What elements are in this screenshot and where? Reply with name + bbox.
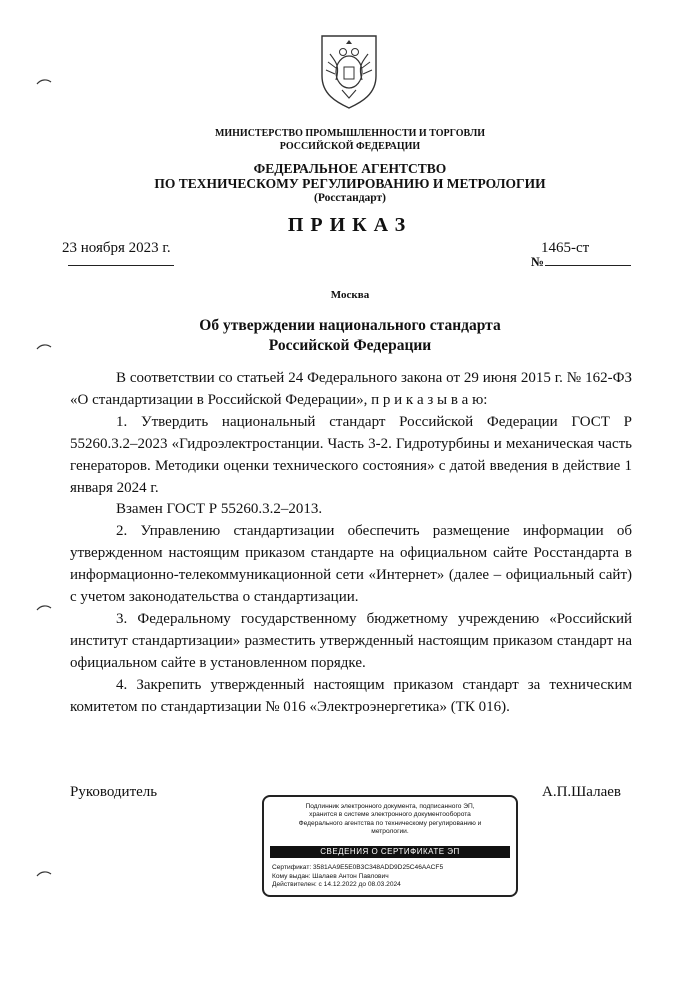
- signer-role: Руководитель: [70, 784, 158, 800]
- order-number: 1465-ст: [541, 240, 590, 256]
- subject-line-1: Об утверждении национального стандарта: [199, 317, 501, 334]
- body-paragraph: 1. Утвердить национальный стандарт Российской Федерации ГОСТ Р 55260.3.2–2023 «Гидроэлектростанции. Часть 3-2. Гидротурбины и механическая часть генераторов. Методики оценки технического состояния» с датой введения в действие 1 января 2024 г.: [70, 413, 632, 496]
- scan-margin-mark: [36, 78, 52, 86]
- body-paragraph: 3. Федеральному государственному бюджетному учреждению «Российский институт стандартизации» разместить утвержденный настоящим приказом стандарт на официальном сайте в установленном порядке.: [70, 610, 632, 671]
- body-paragraph: 4. Закрепить утвержденный настоящим приказом стандарт за техническим комитетом по стандартизации № 016 «Электроэнергетика» (ТК 016).: [70, 676, 632, 715]
- stamp-banner: СВЕДЕНИЯ О СЕРТИФИКАТЕ ЭП: [270, 846, 510, 858]
- agency-line-1: ФЕДЕРАЛЬНОЕ АГЕНТСТВО: [253, 161, 447, 176]
- scan-margin-mark: [36, 870, 52, 878]
- stamp-validity: Действителен: с 14.12.2022 до 08.03.2024: [272, 881, 401, 889]
- stamp-line-1: Подлинник электронного документа, подписанного ЭП,: [305, 803, 475, 810]
- stamp-line-2: хранится в системе электронного документооборота: [309, 811, 471, 819]
- ministry-name: [0, 127, 700, 153]
- order-city: Москва: [330, 289, 370, 301]
- order-date: 23 ноября 2023 г.: [62, 240, 171, 256]
- subject-line-2: Российской Федерации: [268, 337, 432, 354]
- body-paragraph: Взамен ГОСТ Р 55260.3.2–2013.: [116, 501, 323, 518]
- stamp-line-4: метрологии.: [371, 827, 409, 835]
- coat-of-arms-icon: [318, 32, 380, 110]
- agency-line-3: (Росстандарт): [314, 192, 386, 204]
- body-paragraph: В соответствии со статьей 24 Федерального закона от 29 июня 2015 г. № 162-ФЗ «О стандартизации в Российской Федерации», п р и к а з ы в а ю:: [70, 370, 632, 408]
- date-underline: [68, 265, 174, 266]
- scan-margin-mark: [36, 604, 52, 612]
- agency-line-2: ПО ТЕХНИЧЕСКОМУ РЕГУЛИРОВАНИЮ И МЕТРОЛОГИИ: [154, 176, 546, 191]
- order-title: ПРИКАЗ: [287, 214, 413, 236]
- order-subject: [0, 316, 700, 356]
- order-body: [70, 368, 632, 719]
- body-paragraph: 2. Управлению стандартизации обеспечить размещение информации об утвержденном настоящим приказом стандарте на официальном сайте Росстандарта в информационно-телекоммуникационной сети «Интернет» (далее – официальный сайт) с учетом законодательства о стандартизации.: [70, 523, 632, 606]
- agency-name: [0, 161, 700, 206]
- scan-margin-mark: [36, 343, 52, 351]
- electronic-signature-stamp: [262, 795, 518, 897]
- stamp-certificate: Сертификат: 3581AA9E5E0B3C348ADD9D25C46AACF5: [272, 864, 444, 871]
- ministry-line-1: МИНИСТЕРСТВО ПРОМЫШЛЕННОСТИ И ТОРГОВЛИ: [214, 128, 486, 139]
- number-underline: [545, 265, 631, 266]
- ministry-line-2: РОССИЙСКОЙ ФЕДЕРАЦИИ: [279, 141, 421, 152]
- stamp-line-3: Федерального агентства по техническому регулированию и: [298, 819, 482, 827]
- signer-name: А.П.Шалаев: [542, 784, 621, 800]
- stamp-issued-to: Кому выдан: Шалаев Антон Павлович: [272, 872, 389, 880]
- stamp-certificate-info: [272, 864, 443, 890]
- order-number-prefix: №: [531, 254, 545, 269]
- stamp-header: [270, 803, 510, 836]
